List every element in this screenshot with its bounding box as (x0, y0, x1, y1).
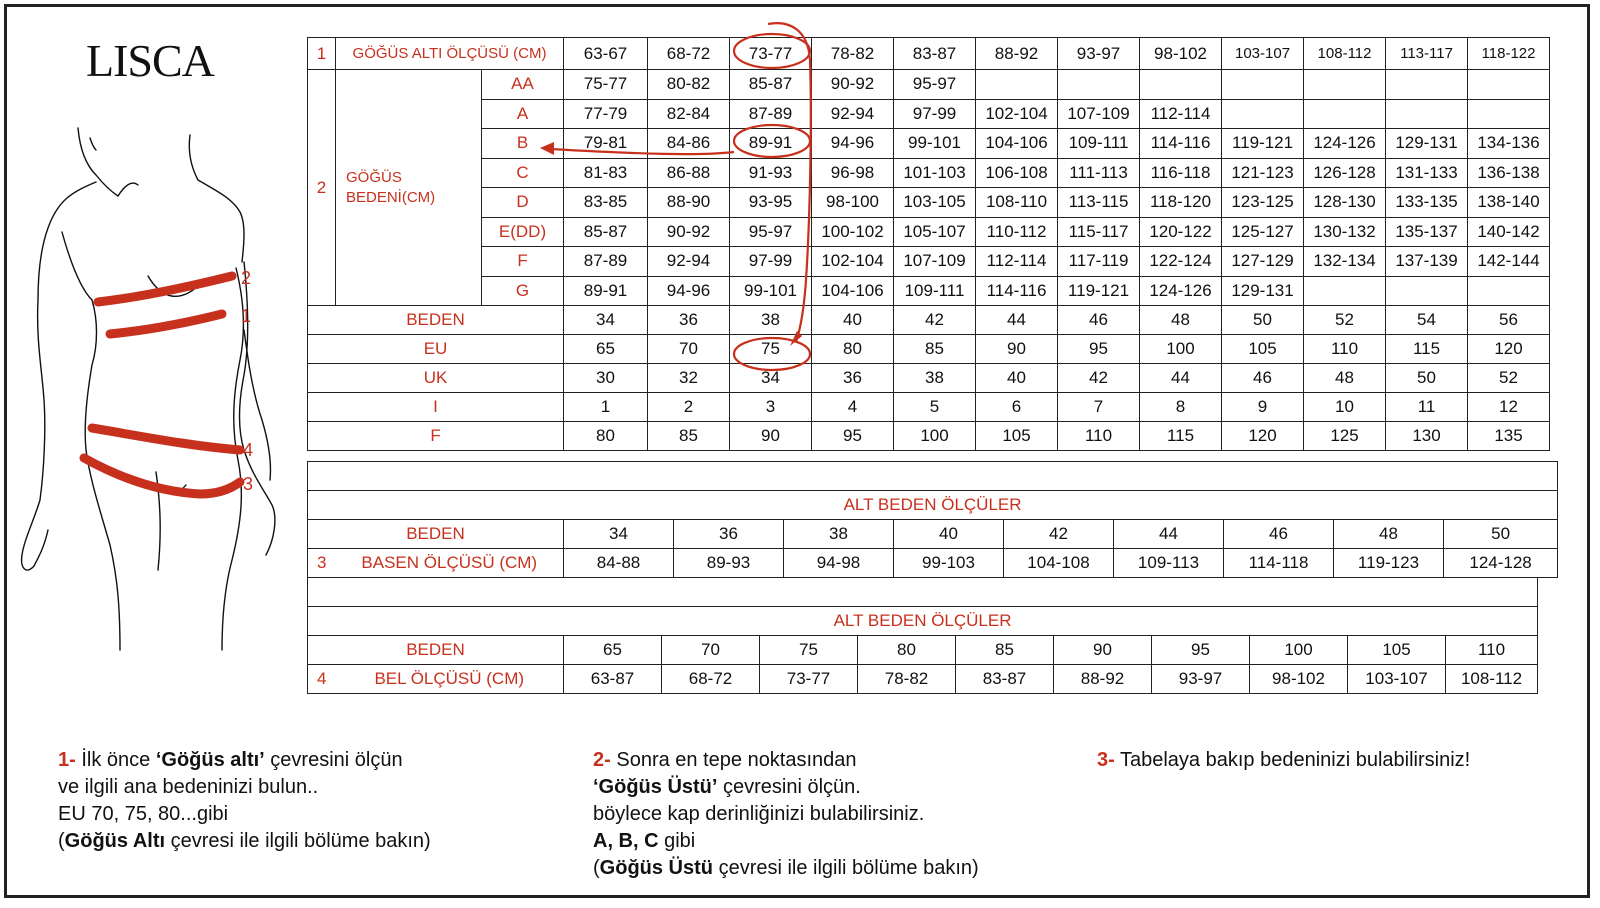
waist-size-value: 65 (564, 636, 662, 665)
waist-measure-value: 103-107 (1348, 665, 1446, 694)
hip-size-value: 48 (1334, 520, 1444, 549)
size-value: 7 (1058, 393, 1140, 422)
underbust-value: 113-117 (1386, 38, 1468, 70)
cup-value: 130-132 (1304, 217, 1386, 247)
cup-row (308, 99, 1550, 129)
size-value: 44 (976, 306, 1058, 335)
cup-value: 104-106 (976, 129, 1058, 159)
instruction-3: 3- Tabelaya bakıp bedeninizi bulabilirsiniz! (1097, 749, 1471, 771)
size-value: 40 (812, 306, 894, 335)
size-value: 36 (812, 364, 894, 393)
cup-value: 117-119 (1058, 247, 1140, 277)
cup-value (1468, 276, 1550, 306)
cup-name: G (482, 276, 564, 306)
size-value: 40 (976, 364, 1058, 393)
cup-value: 81-83 (564, 158, 648, 188)
size-value: 56 (1468, 306, 1550, 335)
cup-row (308, 217, 1550, 247)
cup-value: 116-118 (1140, 158, 1222, 188)
cup-value: 110-112 (976, 217, 1058, 247)
figure-label-4: 4 (243, 440, 254, 460)
cup-value (1140, 70, 1222, 100)
cup-value: 85-87 (564, 217, 648, 247)
waist-size-value: 80 (858, 636, 956, 665)
cup-value: 80-82 (648, 70, 730, 100)
size-value: 5 (894, 393, 976, 422)
cup-value: 142-144 (1468, 247, 1550, 277)
cup-value: 109-111 (1058, 129, 1140, 159)
cup-value: 107-109 (1058, 99, 1140, 129)
figure-label-3: 3 (243, 474, 254, 494)
underbust-value: 118-122 (1468, 38, 1550, 70)
size-value: 50 (1222, 306, 1304, 335)
cup-value: 129-131 (1386, 129, 1468, 159)
underbust-value: 63-67 (564, 38, 648, 70)
waist-measure-value: 108-112 (1446, 665, 1538, 694)
cup-value: 125-127 (1222, 217, 1304, 247)
size-value: 105 (1222, 335, 1304, 364)
instruction-1: 1- İlk önce ‘Göğüs altı’ çevresini ölçün ve ilgili ana bedeninizi bulun.. EU 70, 75, 80...gibi (Göğüs Altı çevresi ile ilgili bölüme bakın) (58, 749, 431, 852)
waist-size-value: 100 (1250, 636, 1348, 665)
cup-row (308, 70, 1550, 100)
size-value: 105 (976, 422, 1058, 451)
size-value: 110 (1058, 422, 1140, 451)
blank-row (308, 462, 1558, 491)
size-value: 90 (976, 335, 1058, 364)
size-system-label: I (308, 393, 564, 422)
waist-measure-value: 68-72 (662, 665, 760, 694)
cup-value: 106-108 (976, 158, 1058, 188)
waist-size-label: BEDEN (308, 636, 564, 665)
size-value: 100 (1140, 335, 1222, 364)
hip-measure-value: 109-113 (1114, 549, 1224, 578)
cup-row (308, 129, 1550, 159)
cup-value (1304, 276, 1386, 306)
hip-size-value: 38 (784, 520, 894, 549)
size-system-label: EU (308, 335, 564, 364)
cup-value: 100-102 (812, 217, 894, 247)
size-value: 4 (812, 393, 894, 422)
hip-size-value: 46 (1224, 520, 1334, 549)
size-system-label: F (308, 422, 564, 451)
cup-value: 137-139 (1386, 247, 1468, 277)
cup-value: 94-96 (812, 129, 894, 159)
cup-value: 99-101 (730, 276, 812, 306)
size-value: 42 (1058, 364, 1140, 393)
size-value: 54 (1386, 306, 1468, 335)
cup-value: 102-104 (976, 99, 1058, 129)
cup-value: 140-142 (1468, 217, 1550, 247)
size-value: 115 (1386, 335, 1468, 364)
cup-name: E(DD) (482, 217, 564, 247)
cup-value: 103-105 (894, 188, 976, 218)
hip-measure-value: 104-108 (1004, 549, 1114, 578)
size-row (308, 364, 1550, 393)
body-figure (0, 0, 300, 660)
size-value: 12 (1468, 393, 1550, 422)
size-value: 65 (564, 335, 648, 364)
underbust-value: 68-72 (648, 38, 730, 70)
cup-value: 120-122 (1140, 217, 1222, 247)
size-value: 80 (812, 335, 894, 364)
cup-value (1304, 70, 1386, 100)
cup-value: 101-103 (894, 158, 976, 188)
cup-value: 94-96 (648, 276, 730, 306)
blank-row (308, 578, 1538, 607)
size-value: 11 (1386, 393, 1468, 422)
size-value: 130 (1386, 422, 1468, 451)
hip-size-value: 42 (1004, 520, 1114, 549)
cup-value: 119-121 (1058, 276, 1140, 306)
cup-value: 124-126 (1140, 276, 1222, 306)
hip-measure-value: 89-93 (674, 549, 784, 578)
size-value: 10 (1304, 393, 1386, 422)
cup-value (1222, 70, 1304, 100)
size-value: 34 (564, 306, 648, 335)
figure-label-1: 1 (241, 306, 252, 326)
cup-value: 95-97 (730, 217, 812, 247)
size-row (308, 422, 1550, 451)
cup-value: 112-114 (976, 247, 1058, 277)
size-value: 50 (1386, 364, 1468, 393)
size-value: 75 (730, 335, 812, 364)
underbust-value: 83-87 (894, 38, 976, 70)
size-value: 85 (894, 335, 976, 364)
size-value: 44 (1140, 364, 1222, 393)
size-value: 125 (1304, 422, 1386, 451)
hip-size-value: 40 (894, 520, 1004, 549)
cup-value: 138-140 (1468, 188, 1550, 218)
bust-size-table (307, 37, 1550, 451)
size-value: 52 (1468, 364, 1550, 393)
waist-measure-label: BEL ÖLÇÜSÜ (CM) (336, 665, 564, 694)
waist-measure-value: 83-87 (956, 665, 1054, 694)
cup-value: 90-92 (648, 217, 730, 247)
cup-value: 77-79 (564, 99, 648, 129)
size-value: 80 (564, 422, 648, 451)
waist-size-value: 110 (1446, 636, 1538, 665)
waist-size-value: 75 (760, 636, 858, 665)
cup-value: 123-125 (1222, 188, 1304, 218)
cup-row (308, 158, 1550, 188)
cup-name: F (482, 247, 564, 277)
size-row (308, 335, 1550, 364)
size-value: 85 (648, 422, 730, 451)
cup-value: 87-89 (564, 247, 648, 277)
cup-value: 134-136 (1468, 129, 1550, 159)
cup-value: 127-129 (1222, 247, 1304, 277)
cup-value: 112-114 (1140, 99, 1222, 129)
row-number: 1 (308, 38, 336, 70)
row-number: 3 (308, 549, 336, 578)
size-value: 115 (1140, 422, 1222, 451)
underbust-value: 103-107 (1222, 38, 1304, 70)
cup-section-label: GÖĞÜS BEDENİ(CM) (336, 70, 482, 306)
size-value: 38 (730, 306, 812, 335)
cup-value: 85-87 (730, 70, 812, 100)
cup-value (1222, 99, 1304, 129)
cup-row (308, 188, 1550, 218)
cup-value: 97-99 (730, 247, 812, 277)
waist-size-value: 85 (956, 636, 1054, 665)
hip-size-table (307, 461, 1558, 578)
cup-row (308, 247, 1550, 277)
size-value: 120 (1468, 335, 1550, 364)
underbust-value: 73-77 (730, 38, 812, 70)
cup-value: 119-121 (1222, 129, 1304, 159)
size-value: 38 (894, 364, 976, 393)
cup-value: 75-77 (564, 70, 648, 100)
cup-value: 102-104 (812, 247, 894, 277)
figure-label-2: 2 (241, 268, 252, 288)
size-value: 100 (894, 422, 976, 451)
cup-value: 87-89 (730, 99, 812, 129)
cup-value: 97-99 (894, 99, 976, 129)
cup-value: 104-106 (812, 276, 894, 306)
cup-value (1386, 99, 1468, 129)
hip-measure-value: 94-98 (784, 549, 894, 578)
size-value: 6 (976, 393, 1058, 422)
cup-value: 93-95 (730, 188, 812, 218)
size-value: 1 (564, 393, 648, 422)
underbust-value: 93-97 (1058, 38, 1140, 70)
cup-value: 107-109 (894, 247, 976, 277)
cup-value: 111-113 (1058, 158, 1140, 188)
cup-row (308, 276, 1550, 306)
waist-measure-value: 73-77 (760, 665, 858, 694)
size-value: 46 (1058, 306, 1140, 335)
cup-value: 131-133 (1386, 158, 1468, 188)
cup-value: 99-101 (894, 129, 976, 159)
cup-value: 96-98 (812, 158, 894, 188)
cup-value: 88-90 (648, 188, 730, 218)
size-value: 2 (648, 393, 730, 422)
cup-value: 114-116 (976, 276, 1058, 306)
size-system-label: UK (308, 364, 564, 393)
instruction-2: 2- Sonra en tepe noktasından ‘Göğüs Üstü’ çevresini ölçün. böylece kap derinliğinizi bulabilirsiniz. A, B, C gibi (Göğüs Üstü çevresi ile ilgili bölüme bakın) (593, 749, 979, 879)
hip-measure-label: BASEN ÖLÇÜSÜ (CM) (336, 549, 564, 578)
cup-name: B (482, 129, 564, 159)
waist-measure-value: 88-92 (1054, 665, 1152, 694)
size-value: 3 (730, 393, 812, 422)
waist-size-table (307, 577, 1538, 694)
cup-value (1386, 70, 1468, 100)
cup-value: 98-100 (812, 188, 894, 218)
cup-value (1304, 99, 1386, 129)
cup-value: 105-107 (894, 217, 976, 247)
waist-measure-value: 98-102 (1250, 665, 1348, 694)
hip-size-value: 34 (564, 520, 674, 549)
underbust-label: GÖĞÜS ALTI ÖLÇÜSÜ (CM) (336, 38, 564, 70)
underbust-value: 108-112 (1304, 38, 1386, 70)
hip-measure-value: 124-128 (1444, 549, 1558, 578)
size-row (308, 393, 1550, 422)
size-value: 34 (730, 364, 812, 393)
size-value: 48 (1304, 364, 1386, 393)
cup-value: 109-111 (894, 276, 976, 306)
underbust-value: 78-82 (812, 38, 894, 70)
cup-value: 83-85 (564, 188, 648, 218)
hip-measure-value: 99-103 (894, 549, 1004, 578)
cup-value: 122-124 (1140, 247, 1222, 277)
size-value: 120 (1222, 422, 1304, 451)
size-value: 52 (1304, 306, 1386, 335)
hip-size-value: 50 (1444, 520, 1558, 549)
hip-size-value: 44 (1114, 520, 1224, 549)
cup-value: 128-130 (1304, 188, 1386, 218)
cup-value (1468, 70, 1550, 100)
waist-measure-value: 78-82 (858, 665, 956, 694)
underbust-value: 98-102 (1140, 38, 1222, 70)
cup-value: 89-91 (730, 129, 812, 159)
cup-name: A (482, 99, 564, 129)
waist-size-value: 95 (1152, 636, 1250, 665)
waist-measure-value: 93-97 (1152, 665, 1250, 694)
size-value: 30 (564, 364, 648, 393)
size-value: 46 (1222, 364, 1304, 393)
size-value: 32 (648, 364, 730, 393)
cup-value: 91-93 (730, 158, 812, 188)
waist-title: ALT BEDEN ÖLÇÜLER (308, 607, 1538, 636)
cup-value: 90-92 (812, 70, 894, 100)
size-system-label: BEDEN (308, 306, 564, 335)
underbust-row (308, 38, 1550, 70)
cup-value: 126-128 (1304, 158, 1386, 188)
row-number: 2 (308, 70, 336, 306)
cup-value (976, 70, 1058, 100)
size-value: 90 (730, 422, 812, 451)
size-value: 110 (1304, 335, 1386, 364)
cup-value: 89-91 (564, 276, 648, 306)
cup-value: 118-120 (1140, 188, 1222, 218)
size-row (308, 306, 1550, 335)
cup-value: 86-88 (648, 158, 730, 188)
cup-value: 113-115 (1058, 188, 1140, 218)
cup-value: 92-94 (812, 99, 894, 129)
cup-value: 115-117 (1058, 217, 1140, 247)
underbust-value: 88-92 (976, 38, 1058, 70)
cup-value: 132-134 (1304, 247, 1386, 277)
size-value: 8 (1140, 393, 1222, 422)
cup-value: 136-138 (1468, 158, 1550, 188)
size-value: 48 (1140, 306, 1222, 335)
cup-value: 114-116 (1140, 129, 1222, 159)
hip-size-label: BEDEN (308, 520, 564, 549)
hip-measure-value: 119-123 (1334, 549, 1444, 578)
size-value: 70 (648, 335, 730, 364)
cup-value: 92-94 (648, 247, 730, 277)
waist-size-value: 70 (662, 636, 760, 665)
cup-name: D (482, 188, 564, 218)
cup-value: 129-131 (1222, 276, 1304, 306)
brand-logo: LISCA (86, 35, 214, 86)
cup-value: 133-135 (1386, 188, 1468, 218)
cup-value: 108-110 (976, 188, 1058, 218)
cup-value: 82-84 (648, 99, 730, 129)
cup-value: 95-97 (894, 70, 976, 100)
cup-name: AA (482, 70, 564, 100)
cup-value (1058, 70, 1140, 100)
cup-value: 84-86 (648, 129, 730, 159)
waist-size-value: 105 (1348, 636, 1446, 665)
cup-value (1468, 99, 1550, 129)
waist-measure-value: 63-87 (564, 665, 662, 694)
cup-name: C (482, 158, 564, 188)
row-number: 4 (308, 665, 336, 694)
size-value: 42 (894, 306, 976, 335)
waist-size-value: 90 (1054, 636, 1152, 665)
cup-value: 79-81 (564, 129, 648, 159)
size-value: 36 (648, 306, 730, 335)
size-value: 135 (1468, 422, 1550, 451)
hip-measure-value: 114-118 (1224, 549, 1334, 578)
size-value: 95 (1058, 335, 1140, 364)
cup-value: 135-137 (1386, 217, 1468, 247)
cup-value: 124-126 (1304, 129, 1386, 159)
size-value: 9 (1222, 393, 1304, 422)
cup-value (1386, 276, 1468, 306)
size-value: 95 (812, 422, 894, 451)
hip-measure-value: 84-88 (564, 549, 674, 578)
cup-value: 121-123 (1222, 158, 1304, 188)
hip-size-value: 36 (674, 520, 784, 549)
hip-title: ALT BEDEN ÖLÇÜLER (308, 491, 1558, 520)
